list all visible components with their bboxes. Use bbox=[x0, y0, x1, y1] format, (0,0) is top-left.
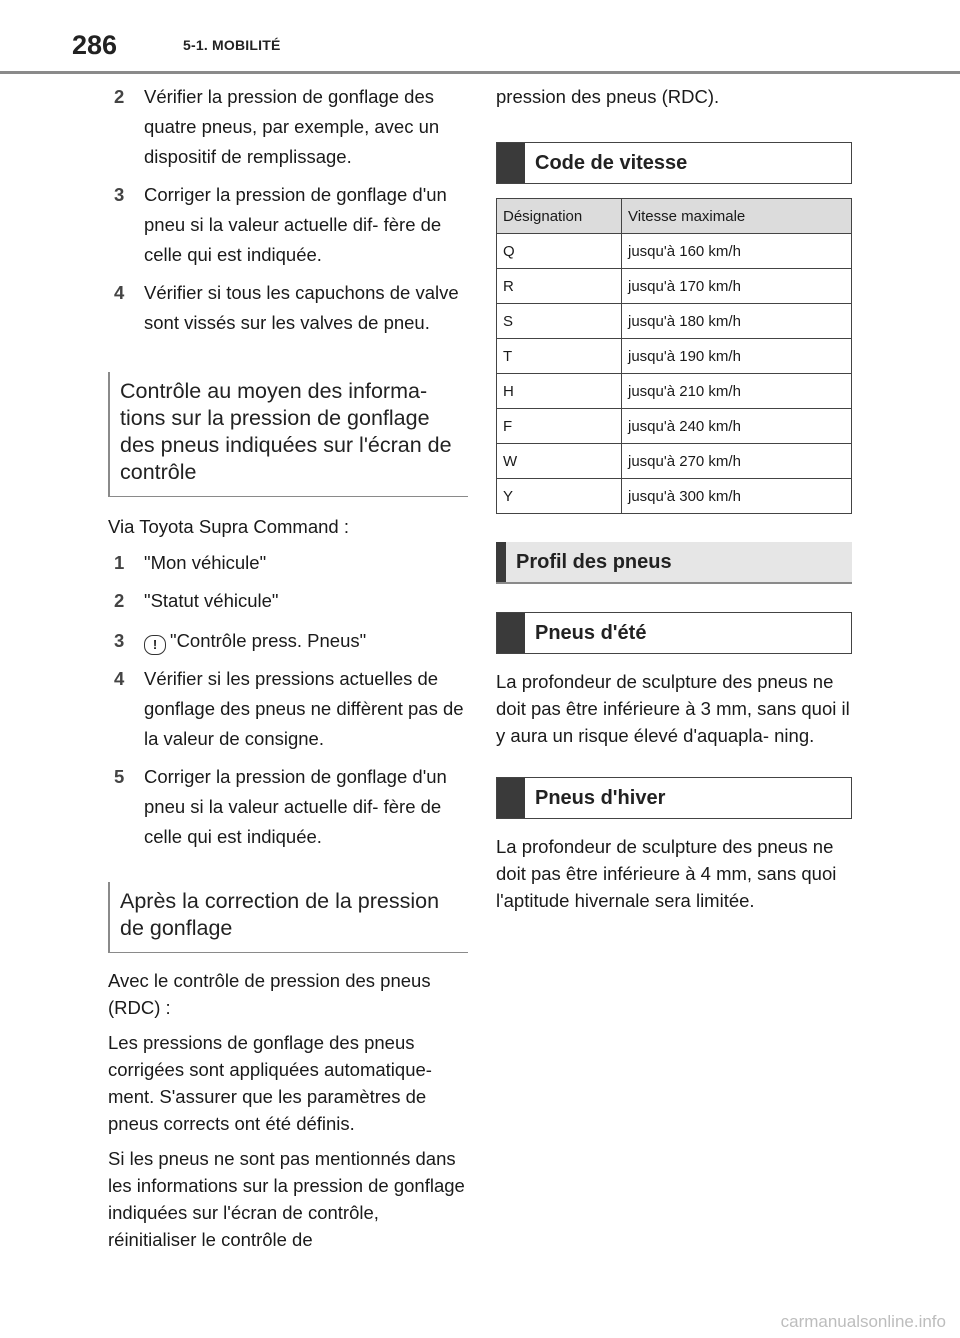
table-row bbox=[497, 269, 852, 304]
step-item bbox=[108, 180, 468, 270]
step-item bbox=[108, 82, 468, 172]
heading-text: Pneus d'été bbox=[535, 621, 647, 644]
step-number: 4 bbox=[114, 668, 125, 689]
heading-marker bbox=[497, 613, 525, 653]
heading-marker bbox=[496, 542, 506, 582]
table-header-cell: Désignation bbox=[497, 199, 622, 234]
heading-marker bbox=[497, 778, 525, 818]
table-cell: S bbox=[497, 304, 622, 339]
heading-marker bbox=[497, 143, 525, 183]
table-cell: W bbox=[497, 444, 622, 479]
heading-tire-profile bbox=[496, 542, 852, 584]
left-column bbox=[108, 82, 468, 1261]
table-row bbox=[497, 304, 852, 339]
table-cell: Q bbox=[497, 234, 622, 269]
step-text: Vérifier si les pressions actuelles de gonflage des pneus ne diffèrent pas de la valeur de consigne. bbox=[144, 668, 464, 749]
page-header bbox=[0, 0, 960, 76]
table-cell: jusqu'à 270 km/h bbox=[622, 444, 852, 479]
step-number: 3 bbox=[114, 184, 125, 205]
step-number: 2 bbox=[114, 86, 125, 107]
table-cell: jusqu'à 300 km/h bbox=[622, 479, 852, 514]
watermark-text: carmanualsonline.info bbox=[780, 1312, 946, 1331]
step-text: "Statut véhicule" bbox=[144, 590, 279, 611]
paragraph-continued: pression des pneus (RDC). bbox=[496, 86, 720, 107]
header-divider bbox=[0, 71, 960, 74]
via-command-text: Via Toyota Supra Command : bbox=[108, 516, 349, 537]
summer-tires-text: La profondeur de sculpture des pneus ne doit pas être inférieure à 3 mm, sans quoi il y aura un risque élevé d'aquapla- ning. bbox=[496, 671, 850, 746]
step-text: "Mon véhicule" bbox=[144, 552, 267, 573]
page-number: 286 bbox=[72, 30, 118, 60]
table-row bbox=[497, 409, 852, 444]
table-cell: T bbox=[497, 339, 622, 374]
table-row bbox=[497, 444, 852, 479]
table-cell: F bbox=[497, 409, 622, 444]
step-text: "Contrôle press. Pneus" bbox=[170, 630, 367, 651]
step-text: Corriger la pression de gonflage d'un pneu si la valeur actuelle dif- fère de celle qui est indiquée. bbox=[144, 766, 447, 847]
step-number: 4 bbox=[114, 282, 125, 303]
step-item bbox=[108, 548, 468, 578]
speed-code-table bbox=[496, 198, 852, 514]
table-cell: jusqu'à 170 km/h bbox=[622, 269, 852, 304]
step-number: 5 bbox=[114, 766, 125, 787]
step-item bbox=[108, 762, 468, 852]
step-text: Vérifier la pression de gonflage des quatre pneus, par exemple, avec un dispositif de remplissage. bbox=[144, 86, 440, 167]
heading-text: Code de vitesse bbox=[535, 151, 688, 174]
table-row bbox=[497, 339, 852, 374]
table-cell: Y bbox=[497, 479, 622, 514]
table-cell: jusqu'à 180 km/h bbox=[622, 304, 852, 339]
step-item bbox=[108, 586, 468, 616]
table-row bbox=[497, 234, 852, 269]
winter-tires-text: La profondeur de sculpture des pneus ne doit pas être inférieure à 4 mm, sans quoi l'aptitude hivernale sera limitée. bbox=[496, 836, 837, 911]
step-number: 2 bbox=[114, 590, 125, 611]
step-number: 1 bbox=[114, 552, 125, 573]
heading-winter-tires bbox=[496, 777, 852, 819]
table-cell: jusqu'à 190 km/h bbox=[622, 339, 852, 374]
step-item bbox=[108, 278, 468, 338]
table-header-row bbox=[497, 199, 852, 234]
table-cell: jusqu'à 240 km/h bbox=[622, 409, 852, 444]
step-item bbox=[108, 664, 468, 754]
table-row bbox=[497, 479, 852, 514]
heading-text: Pneus d'hiver bbox=[535, 786, 666, 809]
right-column bbox=[496, 82, 852, 922]
step-text: Corriger la pression de gonflage d'un pneu si la valeur actuelle dif- fère de celle qui est indiquée. bbox=[144, 184, 447, 265]
paragraph: Avec le contrôle de pression des pneus (RDC) : bbox=[108, 970, 431, 1018]
table-cell: jusqu'à 210 km/h bbox=[622, 374, 852, 409]
tire-warning-icon: ! bbox=[144, 635, 166, 655]
table-header-cell: Vitesse maximale bbox=[622, 199, 852, 234]
heading-text: Profil des pneus bbox=[516, 550, 672, 573]
paragraph: Les pressions de gonflage des pneus corrigées sont appliquées automatique- ment. S'assurer que les paramètres de pneus corrects ont été définis. bbox=[108, 1032, 432, 1134]
table-cell: H bbox=[497, 374, 622, 409]
step-item bbox=[108, 626, 468, 656]
table-cell: jusqu'à 160 km/h bbox=[622, 234, 852, 269]
table-row bbox=[497, 374, 852, 409]
subheading-monitor-check: Contrôle au moyen des informa- tions sur la pression de gonflage des pneus indiquées sur l'écran de contrôle bbox=[108, 372, 468, 497]
paragraph: Si les pneus ne sont pas mentionnés dans les informations sur la pression de gonflage indiquées sur l'écran de contrôle, réinitialiser le contrôle de bbox=[108, 1148, 465, 1250]
table-cell: R bbox=[497, 269, 622, 304]
heading-summer-tires bbox=[496, 612, 852, 654]
heading-speed-code bbox=[496, 142, 852, 184]
step-text: Vérifier si tous les capuchons de valve sont vissés sur les valves de pneu. bbox=[144, 282, 459, 333]
section-title: 5-1. MOBILITÉ bbox=[183, 37, 281, 53]
step-number: 3 bbox=[114, 630, 125, 651]
subheading-after-correction: Après la correction de la pression de gonflage bbox=[108, 882, 468, 953]
